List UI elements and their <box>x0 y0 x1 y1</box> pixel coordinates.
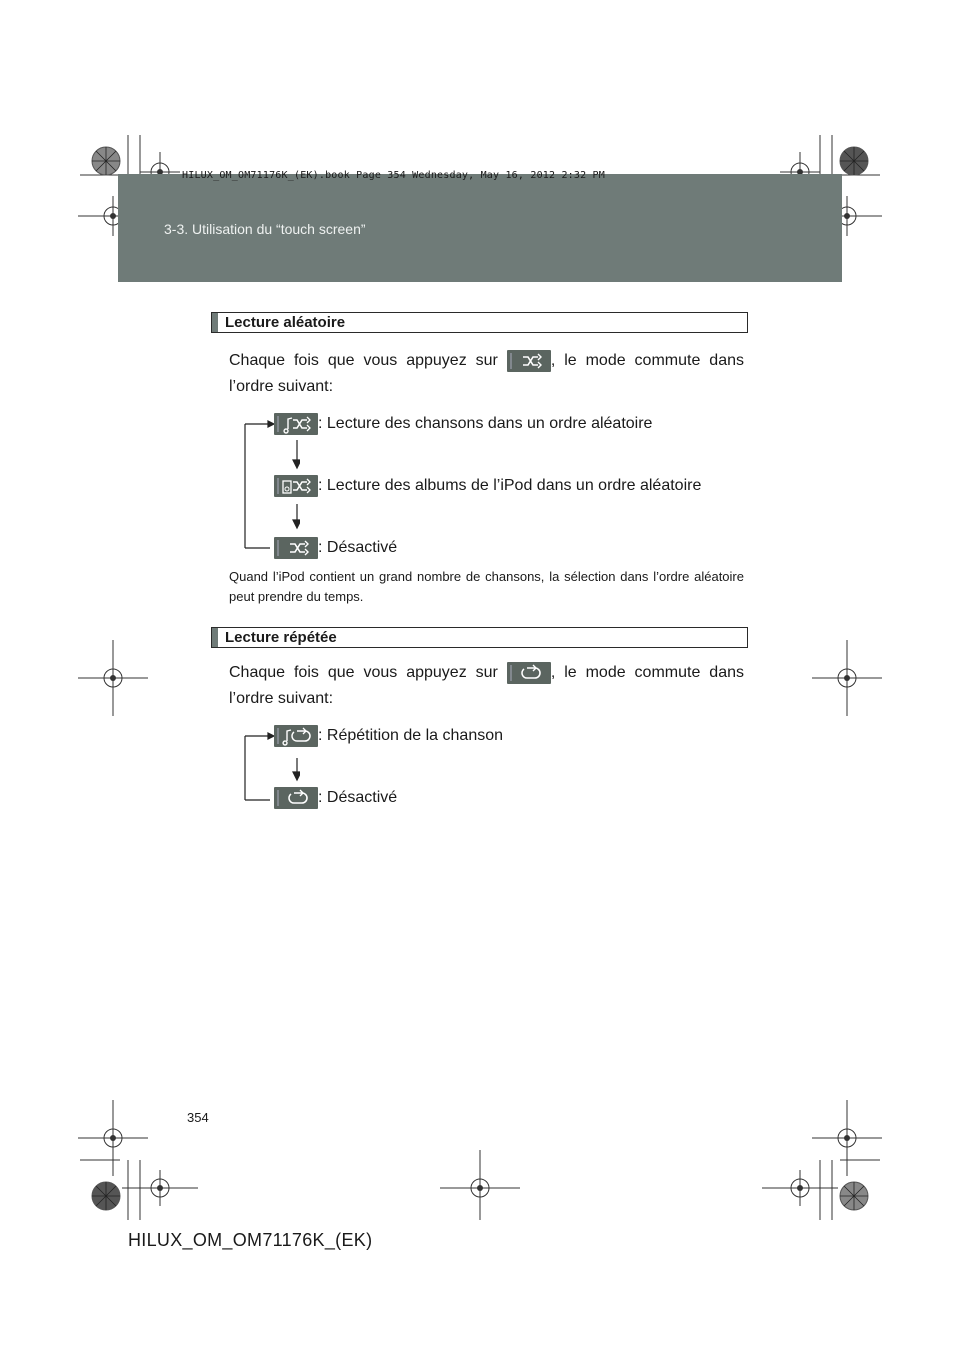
document-code: HILUX_OM_OM71176K_(EK) <box>128 1230 373 1250</box>
shuffle-intro-line2: l’ordre suivant: <box>229 378 334 395</box>
music-note-repeat-icon <box>274 725 318 747</box>
music-note-shuffle-icon <box>274 413 318 435</box>
shuffle-intro-after: , le mode commute dans <box>550 352 744 369</box>
shuffle-item-3-label: : Désactivé <box>318 539 398 556</box>
repeat-item-2-label: : Désactivé <box>318 789 398 806</box>
repeat-item-1-label: : Répétition de la chanson <box>318 727 504 744</box>
shuffle-intro <box>229 348 744 400</box>
heading-repeat-text: Lecture répétée <box>225 629 337 646</box>
shuffle-intro-before: Chaque fois que vous appuyez sur <box>229 352 498 369</box>
page-number: 354 <box>187 1110 209 1125</box>
repeat-item-1 <box>274 724 503 748</box>
repeat-button <box>507 662 551 684</box>
heading-bar <box>212 628 218 647</box>
repeat-item-2 <box>274 786 397 810</box>
shuffle-item-3 <box>274 536 397 560</box>
shuffle-item-1 <box>274 412 652 436</box>
repeat-intro-before: Chaque fois que vous appuyez sur <box>229 664 498 681</box>
book-info-line: HILUX_OM_OM71176K_(EK).book Page 354 Wednesday, May 16, 2012 2:32 PM <box>182 170 605 181</box>
section-title: 3-3. Utilisation du “touch screen” <box>164 221 366 237</box>
repeat-intro <box>229 660 744 712</box>
shuffle-button <box>507 350 551 372</box>
shuffle-item-2-label: : Lecture des albums de l’iPod dans un ordre aléatoire <box>318 477 702 494</box>
shuffle-icon <box>274 537 318 559</box>
repeat-icon <box>274 787 318 809</box>
ipod-shuffle-icon <box>274 475 318 497</box>
heading-shuffle <box>211 312 748 333</box>
shuffle-item-1-label: : Lecture des chansons dans un ordre aléatoire <box>318 415 653 432</box>
repeat-intro-after: , le mode commute dans <box>550 664 744 681</box>
heading-bar <box>212 313 218 332</box>
heading-shuffle-text: Lecture aléatoire <box>225 314 346 331</box>
heading-repeat <box>211 627 748 648</box>
shuffle-item-2 <box>274 474 701 498</box>
repeat-intro-line2: l’ordre suivant: <box>229 690 334 707</box>
shuffle-note: Quand l’iPod contient un grand nombre de chansons, la sélection dans l’ordre aléatoire peut prendre du temps. <box>229 569 744 604</box>
